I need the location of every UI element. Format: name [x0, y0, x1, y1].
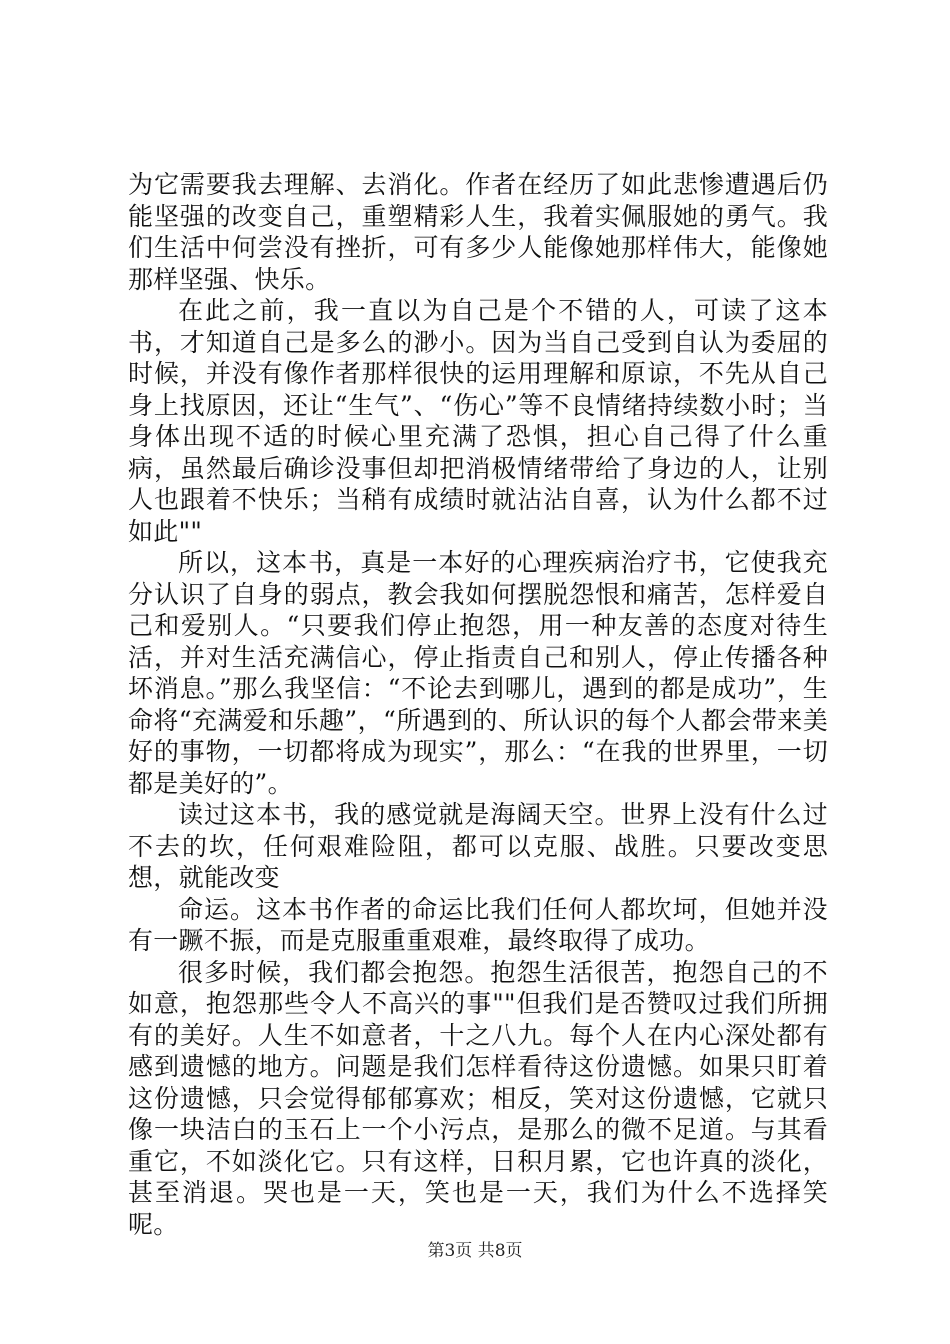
- paragraph-3: 所以，这本书，真是一本好的心理疾病治疗书，它使我充分认识了自身的弱点，教会我如何摆脱怨恨和痛苦，怎样爱自己和爱别人。“只要我们停止抱怨，用一种友善的态度对待生活，并对生活充满信心，停止指责自己和别人，停止传播各种坏消息。”那么我坚信：“不论去到哪儿，遇到的都是成功”，生命将“充满爱和乐趣”，“所遇到的、所认识的每个人都会带来美好的事物，一切都将成为现实”，那么：“在我的世界里，一切都是美好的”。: [128, 548, 828, 798]
- document-body: [128, 169, 828, 1240]
- paragraph-4: 读过这本书，我的感觉就是海阔天空。世界上没有什么过不去的坎，任何艰难险阻，都可以克服、战胜。只要改变思想，就能改变: [128, 800, 828, 892]
- paragraph-2: 在此之前，我一直以为自己是个不错的人，可读了这本书，才知道自己是多么的渺小。因为当自己受到自认为委屈的时候，并没有像作者那样很快的运用理解和原谅，不先从自己身上找原因，还让“生气”、“伤心”等不良情绪持续数小时；当身体出现不适的时候心里充满了恐惧，担心自己得了什么重病，虽然最后确诊没事但却把消极情绪带给了身边的人，让别人也跟着不快乐；当稍有成绩时就沾沾自喜，认为什么都不过如此"": [128, 296, 828, 546]
- paragraph-1: 为它需要我去理解、去消化。作者在经历了如此悲惨遭遇后仍能坚强的改变自己，重塑精彩人生，我着实佩服她的勇气。我们生活中何尝没有挫折，可有多少人能像她那样伟大，能像她那样坚强、快乐。: [128, 170, 828, 294]
- paragraph-6: 很多时候，我们都会抱怨。抱怨生活很苦，抱怨自己的不如意，抱怨那些令人不高兴的事""但我们是否赞叹过我们所拥有的美好。人生不如意者，十之八九。每个人在内心深处都有感到遗憾的地方。问题是我们怎样看待这份遗憾。如果只盯着这份遗憾，只会觉得郁郁寡欢；相反，笑对这份遗憾，它就只像一块洁白的玉石上一个小污点，是那么的微不足道。与其看重它，不如淡化它。只有这样，日积月累，它也许真的淡化，甚至消退。哭也是一天，笑也是一天，我们为什么不选择笑呢。: [128, 957, 828, 1239]
- paragraph-5: 命运。这本书作者的命运比我们任何人都坎坷，但她并没有一蹶不振，而是克服重重艰难，最终取得了成功。: [128, 894, 828, 955]
- page-number-footer: 第3页 共8页: [427, 1241, 523, 1261]
